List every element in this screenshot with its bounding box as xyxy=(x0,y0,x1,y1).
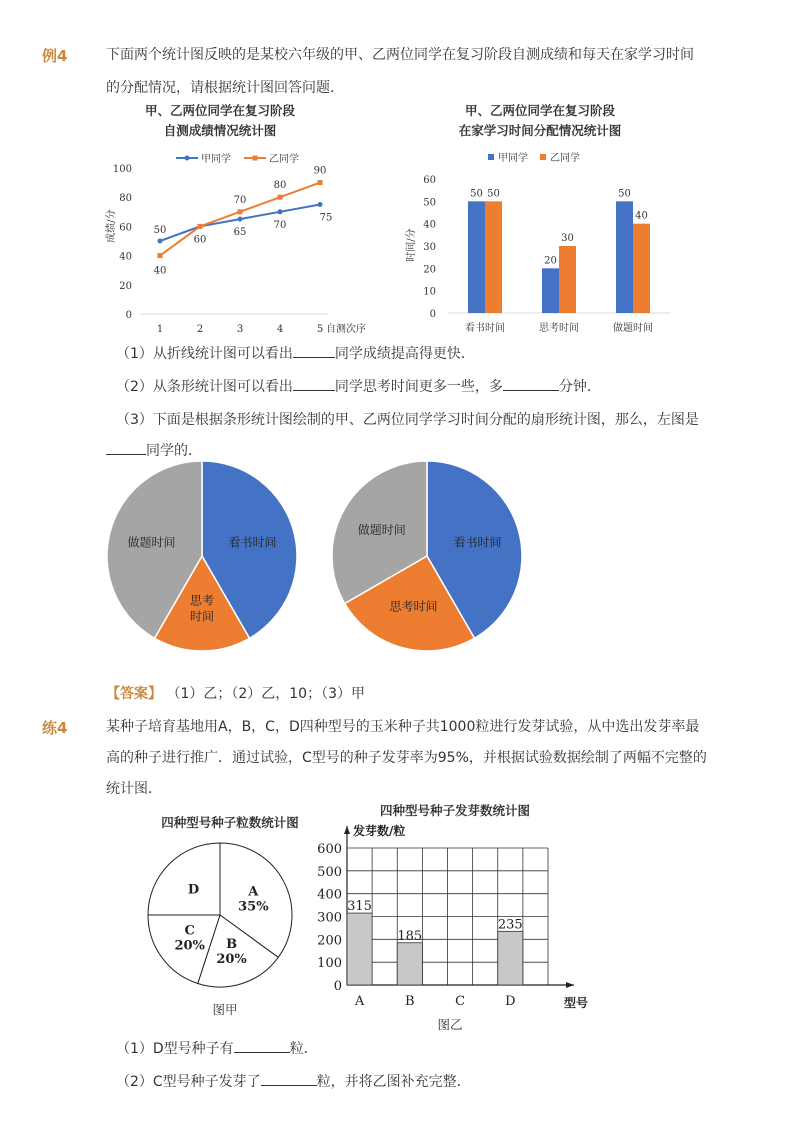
practice-text-line3: 统计图． xyxy=(106,781,162,797)
seed-pie-chart xyxy=(140,835,310,1000)
bar-yi xyxy=(559,246,576,313)
x-tick-label: 做题时间 xyxy=(613,323,653,334)
bar-chart-title-line2: 在家学习时间分配情况统计图 xyxy=(458,123,622,138)
x-axis-title: 型号 xyxy=(564,996,589,1010)
practice-tag: 练4 xyxy=(42,719,68,737)
bar-jia xyxy=(616,201,633,313)
pie-slice-label: 看书时间 xyxy=(453,535,502,550)
bar-chart-title-line1: 甲、乙两位同学在复习阶段 xyxy=(464,103,615,118)
data-label: 60 xyxy=(193,234,207,246)
bar-jia xyxy=(542,268,559,313)
practice-text-line2: 高的种子进行推广．通过试验，C型号的种子发芽率为95%，并根据试验数据绘制了两幅不完整的 xyxy=(106,750,707,766)
q3-blank xyxy=(106,440,146,455)
data-label: 70 xyxy=(273,219,287,231)
bar-value-label: 185 xyxy=(397,928,423,944)
line-chart-title-line1: 甲、乙两位同学在复习阶段 xyxy=(144,103,295,118)
example-tag: 例4 xyxy=(42,47,68,65)
practice-text-line1: 某种子培育基地用A，B，C，D四种型号的玉米种子共1000粒进行发芽试验，从中选出发芽率最 xyxy=(106,719,700,735)
bar-value-label: 50 xyxy=(618,188,631,200)
y-tick-label: 60 xyxy=(119,222,132,234)
bar-value-label: 50 xyxy=(470,188,483,200)
pie-slice-label: 20% xyxy=(216,952,247,968)
q2-prefix: （2）从条形统计图可以看出 xyxy=(116,379,293,395)
line-chart-title xyxy=(120,101,320,141)
legend-jia-swatch xyxy=(488,154,494,160)
pie-slice-label: 时间 xyxy=(189,609,215,624)
legend-yi-marker xyxy=(253,156,258,161)
legend-yi-swatch xyxy=(540,154,546,160)
bar-value-label: 40 xyxy=(635,210,648,222)
y-tick-label: 40 xyxy=(119,251,132,263)
y-tick-label: 0 xyxy=(333,979,342,994)
y-tick-label: 20 xyxy=(119,280,132,292)
question-2 xyxy=(116,376,601,396)
x-tick-label: 看书时间 xyxy=(465,323,505,334)
pie-slice-label: 35% xyxy=(238,899,269,915)
y-tick-label: 300 xyxy=(317,910,342,926)
legend-jia-label: 甲同学 xyxy=(201,154,231,165)
x-tick-label: 1 xyxy=(156,324,164,335)
q3-suffix: 同学的． xyxy=(146,443,202,459)
data-label: 80 xyxy=(273,180,287,192)
y-axis-title: 成绩/分 xyxy=(106,209,117,243)
answer xyxy=(106,683,365,703)
x-tick-label: 2 xyxy=(196,324,204,335)
answer-text: （1）乙；（2）乙，10；（3）甲 xyxy=(166,686,365,702)
y-tick-label: 100 xyxy=(112,164,132,175)
pie-slice-label: 做题时间 xyxy=(357,522,406,537)
x-tick-label: 4 xyxy=(276,324,284,335)
question-1 xyxy=(116,343,475,363)
pie-slice-label: 20% xyxy=(174,938,205,954)
bar-value-label: 30 xyxy=(561,233,574,244)
line-chart xyxy=(100,140,366,340)
data-label: 90 xyxy=(313,165,327,177)
bar-yi xyxy=(485,201,502,313)
example-text-line2: 的分配情况，请根据统计图回答问题． xyxy=(106,80,344,96)
x-axis-arrow xyxy=(566,982,574,988)
y-tick-label: 600 xyxy=(317,842,342,857)
y-tick-label: 10 xyxy=(423,286,436,298)
pq2-blank xyxy=(261,1071,317,1086)
q2-suffix: 分钟． xyxy=(558,379,601,395)
legend-jia-marker xyxy=(185,156,190,161)
pie-slice-label: B xyxy=(226,937,238,953)
y-tick-label: 500 xyxy=(317,864,342,880)
x-tick-label: A xyxy=(354,994,365,1009)
seed-bar-chart xyxy=(305,820,615,1010)
x-tick-label: D xyxy=(505,994,516,1009)
q1-blank xyxy=(293,343,335,358)
data-point-jia xyxy=(278,209,283,214)
data-label: 50 xyxy=(153,225,167,236)
pie-slice-label: A xyxy=(248,884,259,900)
q1-prefix: （1）从折线统计图可以看出 xyxy=(116,346,293,362)
bar-chart-title xyxy=(430,101,650,141)
pie-slice-label: 思考时间 xyxy=(389,599,438,614)
y-tick-label: 200 xyxy=(317,933,342,949)
bar xyxy=(347,913,372,985)
fig-a-caption: 图甲 xyxy=(212,1002,238,1017)
x-axis-title: 自测次序 xyxy=(326,324,366,335)
data-label: 65 xyxy=(233,227,247,239)
bar-jia xyxy=(468,201,485,313)
x-tick-label: 思考时间 xyxy=(539,323,579,334)
y-tick-label: 20 xyxy=(423,264,436,276)
y-tick-label: 50 xyxy=(423,197,436,209)
bar xyxy=(498,931,523,985)
q2-blank-2 xyxy=(503,376,559,391)
answer-label: 【答案】 xyxy=(106,686,162,702)
y-tick-label: 0 xyxy=(429,309,436,320)
pie-slice-label: D xyxy=(187,882,200,898)
y-tick-label: 30 xyxy=(423,242,436,253)
y-tick-label: 40 xyxy=(423,219,436,231)
example-text-line1: 下面两个统计图反映的是某校六年级的甲、乙两位同学在复习阶段自测成绩和每天在家学习时间 xyxy=(106,47,694,63)
pq1-suffix: 粒． xyxy=(289,1041,318,1057)
data-label: 40 xyxy=(153,265,167,277)
x-tick-label: 5 xyxy=(316,324,324,335)
y-tick-label: 400 xyxy=(317,887,342,903)
pie-slice xyxy=(148,843,220,915)
pie-slice-label: 做题时间 xyxy=(127,535,176,550)
q1-suffix: 同学成绩提高得更快． xyxy=(334,346,475,362)
pie-chart-right xyxy=(325,460,530,660)
fig-b-title: 四种型号种子发芽数统计图 xyxy=(379,803,530,818)
legend-jia-label: 甲同学 xyxy=(498,153,528,164)
bar-value-label: 315 xyxy=(347,899,372,915)
data-label: 70 xyxy=(233,194,247,206)
data-point-yi xyxy=(198,224,203,229)
practice-question-2 xyxy=(116,1071,471,1091)
pie-slice-label: 思考 xyxy=(189,593,215,608)
y-axis-title: 时间/分 xyxy=(406,228,417,262)
q2-blank-1 xyxy=(293,376,335,391)
line-chart-title-line2: 自测成绩情况统计图 xyxy=(163,123,277,138)
data-point-yi xyxy=(318,180,323,185)
pq1-prefix: （1）D型号种子有 xyxy=(116,1041,234,1057)
data-point-jia xyxy=(318,202,323,207)
q2-mid: 同学思考时间更多一些，多 xyxy=(334,379,503,395)
bar-chart xyxy=(400,145,680,340)
fig-b-caption: 图乙 xyxy=(437,1017,463,1032)
x-tick-label: B xyxy=(405,994,415,1009)
pie-chart-left xyxy=(100,460,305,660)
y-tick-label: 0 xyxy=(125,310,132,321)
x-tick-label: 3 xyxy=(236,324,244,335)
data-point-yi xyxy=(158,253,163,258)
bar-value-label: 235 xyxy=(497,917,523,933)
y-tick-label: 60 xyxy=(423,175,436,186)
data-point-jia xyxy=(238,217,243,222)
data-point-yi xyxy=(278,195,283,200)
practice-question-1 xyxy=(116,1038,318,1058)
y-tick-label: 80 xyxy=(119,193,132,205)
pie-slice-label: C xyxy=(184,923,195,939)
y-tick-label: 100 xyxy=(317,956,342,972)
y-axis-title: 发芽数/粒 xyxy=(353,824,406,838)
data-label: 75 xyxy=(319,212,333,224)
pq2-prefix: （2）C型号种子发芽了 xyxy=(116,1074,261,1090)
x-tick-label: C xyxy=(455,994,466,1009)
pie-slice-label: 看书时间 xyxy=(228,535,277,550)
legend-yi-label: 乙同学 xyxy=(550,153,580,164)
legend-yi-label: 乙同学 xyxy=(269,154,299,165)
question-3-line2 xyxy=(106,440,202,460)
bar-value-label: 20 xyxy=(544,255,557,267)
pq2-suffix: 粒，并将乙图补充完整． xyxy=(316,1074,471,1090)
bar-yi xyxy=(633,224,650,313)
data-point-yi xyxy=(238,209,243,214)
data-point-jia xyxy=(158,239,163,244)
bar-value-label: 50 xyxy=(487,188,500,200)
pq1-blank xyxy=(234,1038,290,1053)
fig-a-title: 四种型号种子粒数统计图 xyxy=(161,815,299,830)
bar xyxy=(397,943,422,985)
y-axis-arrow xyxy=(344,826,350,834)
question-3-line1: （3）下面是根据条形统计图绘制的甲、乙两位同学学习时间分配的扇形统计图，那么，左图是 xyxy=(116,412,699,428)
